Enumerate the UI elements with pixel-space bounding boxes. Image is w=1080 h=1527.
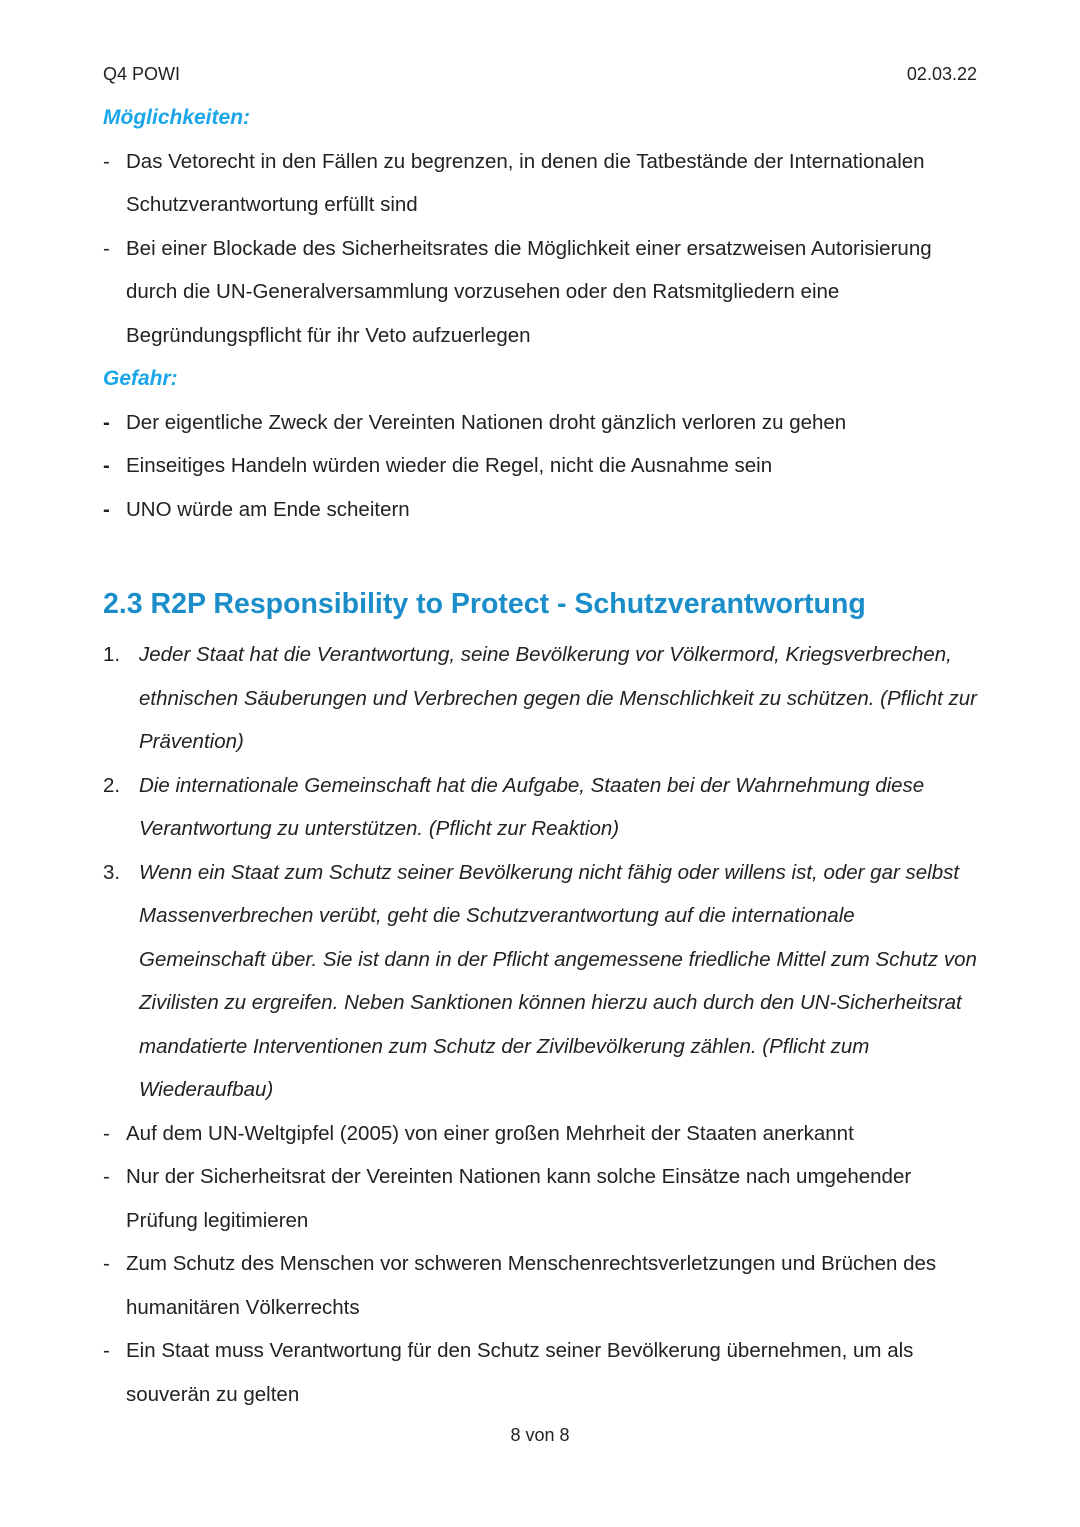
list-item: - Auf dem UN-Weltgipfel (2005) von einer großen Mehrheit der Staaten anerkannt (103, 1112, 983, 1156)
numbered-item (103, 764, 983, 851)
gefahr-heading: Gefahr: (103, 367, 178, 390)
item-text: Wenn ein Staat zum Schutz seiner Bevölkerung nicht fähig oder willens ist, oder gar selbst Massenverbrechen verübt, geht die Schutzverantwortung auf die internationale Gemeinschaft über. Sie ist dann in der Pflicht angemessene friedliche Mittel zum Schutz von Zivilisten zu ergreifen. Neben Sanktionen können hierzu auch durch den UN-Sicherheitsrat mandatierte Interventionen zum Schutz der Zivilbevölkerung zählen. (Pflicht zum Wiederaufbau) (139, 860, 977, 1101)
item-text: Jeder Staat hat die Verantwortung, seine Bevölkerung vor Völkermord, Kriegsverbrechen, ethnischen Säuberungen und Verbrechen gegen die Menschlichkeit zu schützen. (Pflicht zur Prävention) (139, 643, 977, 753)
header-course: Q4 POWI (103, 64, 181, 84)
item-number: 3. (103, 860, 121, 884)
numbered-item (103, 851, 983, 1112)
page-content (103, 96, 983, 1416)
moeglichkeiten-heading: Möglichkeiten: (103, 106, 251, 129)
item-number: 1. (103, 643, 121, 666)
list-item: - Bei einer Blockade des Sicherheitsrates die Möglichkeit einer ersatzweisen Autorisierung durch die UN-Generalversammlung vorzusehen oder den Ratsmitgliedern eine Begründungspflicht für ihr Veto aufzuerlegen (103, 227, 983, 358)
list-item: - Ein Staat muss Verantwortung für den Schutz seiner Bevölkerung übernehmen, um als souverän zu gelten (103, 1329, 983, 1416)
item-number: 2. (103, 773, 121, 797)
list-item: - Einseitiges Handeln würden wieder die Regel, nicht die Ausnahme sein (103, 444, 983, 488)
numbered-item (103, 633, 983, 764)
list-item: - Der eigentliche Zweck der Vereinten Nationen droht gänzlich verloren zu gehen (103, 401, 983, 445)
list-item: - Zum Schutz des Menschen vor schweren Menschenrechtsverletzungen und Brüchen des humanitären Völkerrechts (103, 1242, 983, 1329)
list-item: - Das Vetorecht in den Fällen zu begrenzen, in denen die Tatbestände der Internationalen Schutzverantwortung erfüllt sind (103, 140, 983, 227)
item-text: Die internationale Gemeinschaft hat die Aufgabe, Staaten bei der Wahrnehmung diese Verantwortung zu unterstützen. (Pflicht zur Reaktion) (139, 773, 925, 840)
section-title: 2.3 R2P Responsibility to Protect - Schutzverantwortung (103, 588, 866, 620)
page-number: 8 von 8 (510, 1425, 570, 1445)
list-item: - Nur der Sicherheitsrat der Vereinten Nationen kann solche Einsätze nach umgehender Prüfung legitimieren (103, 1155, 983, 1242)
header-date: 02.03.22 (906, 64, 977, 84)
list-item: - UNO würde am Ende scheitern (103, 488, 983, 532)
